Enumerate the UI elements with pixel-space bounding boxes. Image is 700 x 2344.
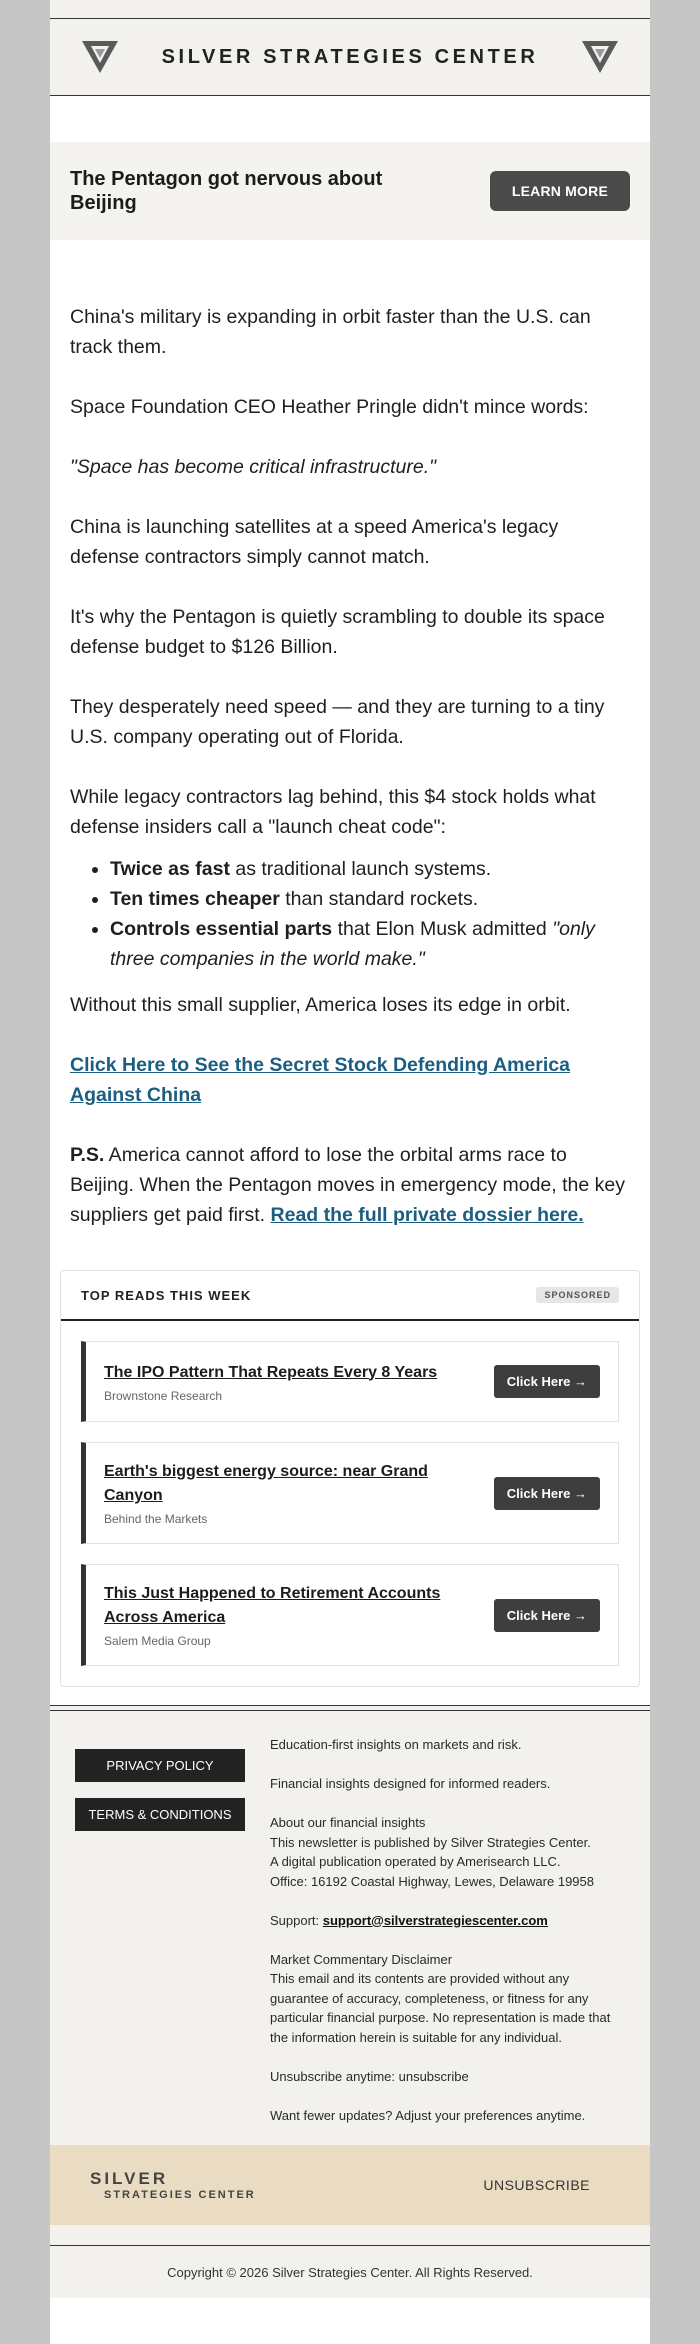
- list-item: • Controls essential parts that Elon Musk admitted "only three companies in the world make.": [110, 914, 630, 974]
- ps-paragraph: P.S. America cannot afford to lose the orbital arms race to Beijing. When the Pentagon moves in emergency mode, the key suppliers get paid first. Read the full private dossier here.: [70, 1144, 625, 1226]
- paragraph: China's military is expanding in orbit faster than the U.S. can track them.: [70, 306, 591, 358]
- unsubscribe-link[interactable]: UNSUBSCRIBE: [483, 2177, 590, 2193]
- banner-title: The Pentagon got nervous about Beijing: [70, 168, 383, 214]
- paragraph: Space Foundation CEO Heather Pringle didn't mince words:: [70, 396, 589, 418]
- triangle-logo-icon: [580, 37, 620, 77]
- click-here-button[interactable]: Click Here →: [494, 1365, 600, 1398]
- article-body: [50, 240, 650, 1230]
- sponsored-card[interactable]: [81, 1341, 619, 1422]
- card-source: Behind the Markets: [104, 1512, 208, 1526]
- card-source: Salem Media Group: [104, 1634, 211, 1648]
- privacy-policy-button[interactable]: PRIVACY POLICY: [75, 1749, 245, 1782]
- copyright: Copyright © 2026 Silver Strategies Center. All Rights Reserved.: [50, 2245, 650, 2298]
- learn-more-button[interactable]: LEARN MORE: [490, 171, 630, 211]
- cta-link[interactable]: Click Here to See the Secret Stock Defending America Against China: [70, 1054, 570, 1106]
- footer-text: Education-first insights on markets and risk. Financial insights designed for informed readers. About our financial insights This newsletter is published by Silver Strategies Center. A digital publication operated by Amerisearch LLC. Office: 16192 Coastal Highway, Lewes, Delaware 19958 Support: support@silverstrategiescenter.com Market Commentary Disclaimer This email and its contents are provided without any guarantee of accuracy, completeness, or fitness for any particular financial purpose. No representation is made that the information herein is suitable for any individual. Unsubscribe anytime: unsubscribe Want fewer updates? Adjust your preferences anytime.: [270, 1735, 630, 2125]
- unsubscribe-text[interactable]: Unsubscribe anytime: unsubscribe: [270, 2068, 469, 2084]
- quote: "Space has become critical infrastructure.": [70, 456, 437, 478]
- list-item: • Twice as fast as traditional launch systems.: [110, 854, 630, 884]
- paragraph: China is launching satellites at a speed America's legacy defense contractors simply cannot match.: [70, 516, 559, 568]
- sponsored-badge: SPONSORED: [536, 1287, 619, 1303]
- footer-brand-bar: [50, 2145, 650, 2225]
- triangle-logo-icon: [80, 37, 120, 77]
- support-email-link[interactable]: support@silverstrategiescenter.com: [322, 1912, 548, 1928]
- terms-button[interactable]: TERMS & CONDITIONS: [75, 1798, 245, 1831]
- card-title[interactable]: Earth's biggest energy source: near Grand Canyon: [104, 1463, 428, 1504]
- paragraph: It's why the Pentagon is quietly scrambling to double its space defense budget to $126 Billion.: [70, 606, 605, 658]
- dossier-link[interactable]: Read the full private dossier here.: [270, 1204, 584, 1226]
- paragraph: They desperately need speed — and they are turning to a tiny U.S. company operating out of Florida.: [70, 696, 605, 748]
- card-title[interactable]: This Just Happened to Retirement Accounts Across America: [104, 1585, 441, 1626]
- footer: [50, 1705, 650, 2298]
- ad-banner: [50, 142, 650, 240]
- click-here-button[interactable]: Click Here →: [494, 1477, 600, 1510]
- sponsored-card[interactable]: [81, 1564, 619, 1666]
- email-container: [50, 0, 650, 2344]
- sponsored-card[interactable]: [81, 1442, 619, 1544]
- paragraph: Without this small supplier, America loses its edge in orbit.: [70, 994, 571, 1016]
- brand-name: SILVER STRATEGIES CENTER: [161, 45, 539, 68]
- top-strip: [50, 0, 650, 18]
- card-source: Brownstone Research: [104, 1388, 223, 1403]
- card-title[interactable]: The IPO Pattern That Repeats Every 8 Years: [104, 1363, 438, 1381]
- top-reads-section: [60, 1270, 640, 1687]
- list-item: • Ten times cheaper than standard rockets.: [110, 884, 630, 914]
- feature-list: [70, 854, 630, 974]
- top-reads-title: TOP READS THIS WEEK: [81, 1287, 252, 1303]
- click-here-button[interactable]: Click Here →: [494, 1599, 600, 1632]
- email-header: [50, 18, 650, 96]
- footer-logo: SILVER STRATEGIES CENTER: [90, 2169, 256, 2201]
- preferences-text[interactable]: Want fewer updates? Adjust your preferences anytime.: [270, 2107, 586, 2123]
- paragraph: While legacy contractors lag behind, this $4 stock holds what defense insiders call a "launch cheat code":: [70, 786, 596, 838]
